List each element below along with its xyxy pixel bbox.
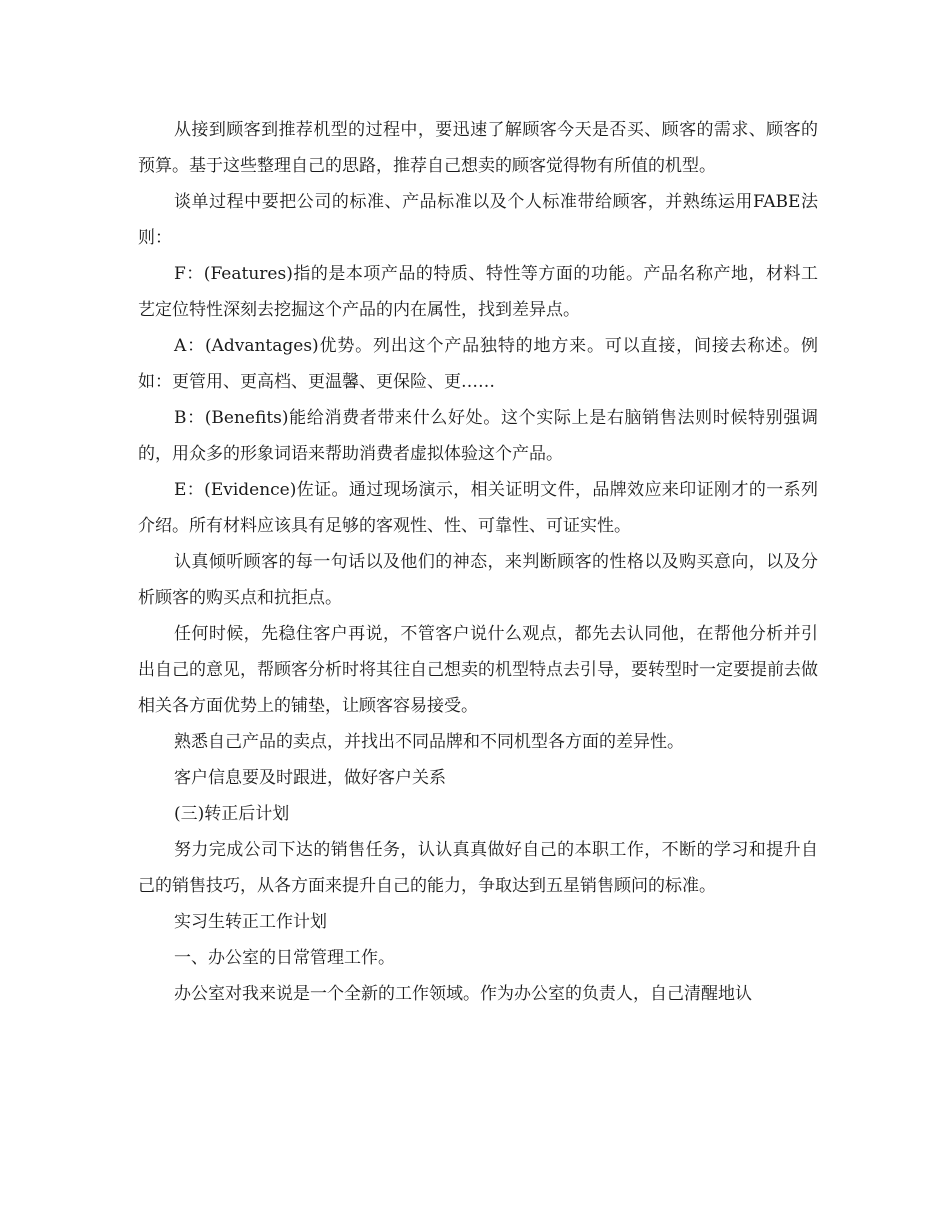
paragraph: E：(Evidence)佐证。通过现场演示，相关证明文件，品牌效应来印证刚才的一系列介绍。所有材料应该具有足够的客观性、性、可靠性、可证实性。 — [138, 480, 818, 536]
paragraph: F：(Features)指的是本项产品的特质、特性等方面的功能。产品名称产地，材料工艺定位特性深刻去挖掘这个产品的内在属性，找到差异点。 — [138, 264, 818, 320]
document-body — [138, 112, 818, 1012]
section-heading: 一、办公室的日常管理工作。 — [174, 948, 395, 968]
paragraph: B：(Benefits)能给消费者带来什么好处。这个实际上是右脑销售法则时候特别强调的，用众多的形象词语来帮助消费者虚拟体验这个产品。 — [138, 408, 818, 464]
paragraph: 谈单过程中要把公司的标准、产品标准以及个人标准带给顾客，并熟练运用FABE法则： — [138, 192, 818, 248]
paragraph: A：(Advantages)优势。列出这个产品独特的地方来。可以直接，间接去称述。例如：更管用、更高档、更温馨、更保险、更…… — [138, 336, 818, 392]
paragraph: 努力完成公司下达的销售任务，认认真真做好自己的本职工作，不断的学习和提升自己的销售技巧，从各方面来提升自己的能力，争取达到五星销售顾问的标准。 — [138, 840, 818, 896]
paragraph: 认真倾听顾客的每一句话以及他们的神态，来判断顾客的性格以及购买意向，以及分析顾客的购买点和抗拒点。 — [138, 552, 818, 608]
paragraph: 从接到顾客到推荐机型的过程中，要迅速了解顾客今天是否买、顾客的需求、顾客的预算。基于这些整理自己的思路，推荐自己想卖的顾客觉得物有所值的机型。 — [138, 120, 818, 176]
section-heading: (三)转正后计划 — [174, 804, 290, 824]
paragraph: 任何时候，先稳住客户再说，不管客户说什么观点，都先去认同他，在帮他分析并引出自己的意见，帮顾客分析时将其往自己想卖的机型特点去引导，要转型时一定要提前去做相关各方面优势上的铺垫，让顾客容易接受。 — [138, 624, 818, 716]
section-heading: 实习生转正工作计划 — [174, 912, 327, 932]
paragraph: 客户信息要及时跟进，做好客户关系 — [174, 768, 446, 788]
paragraph: 熟悉自己产品的卖点，并找出不同品牌和不同机型各方面的差异性。 — [174, 732, 684, 752]
paragraph: 办公室对我来说是一个全新的工作领域。作为办公室的负责人，自己清醒地认 — [174, 984, 752, 1004]
